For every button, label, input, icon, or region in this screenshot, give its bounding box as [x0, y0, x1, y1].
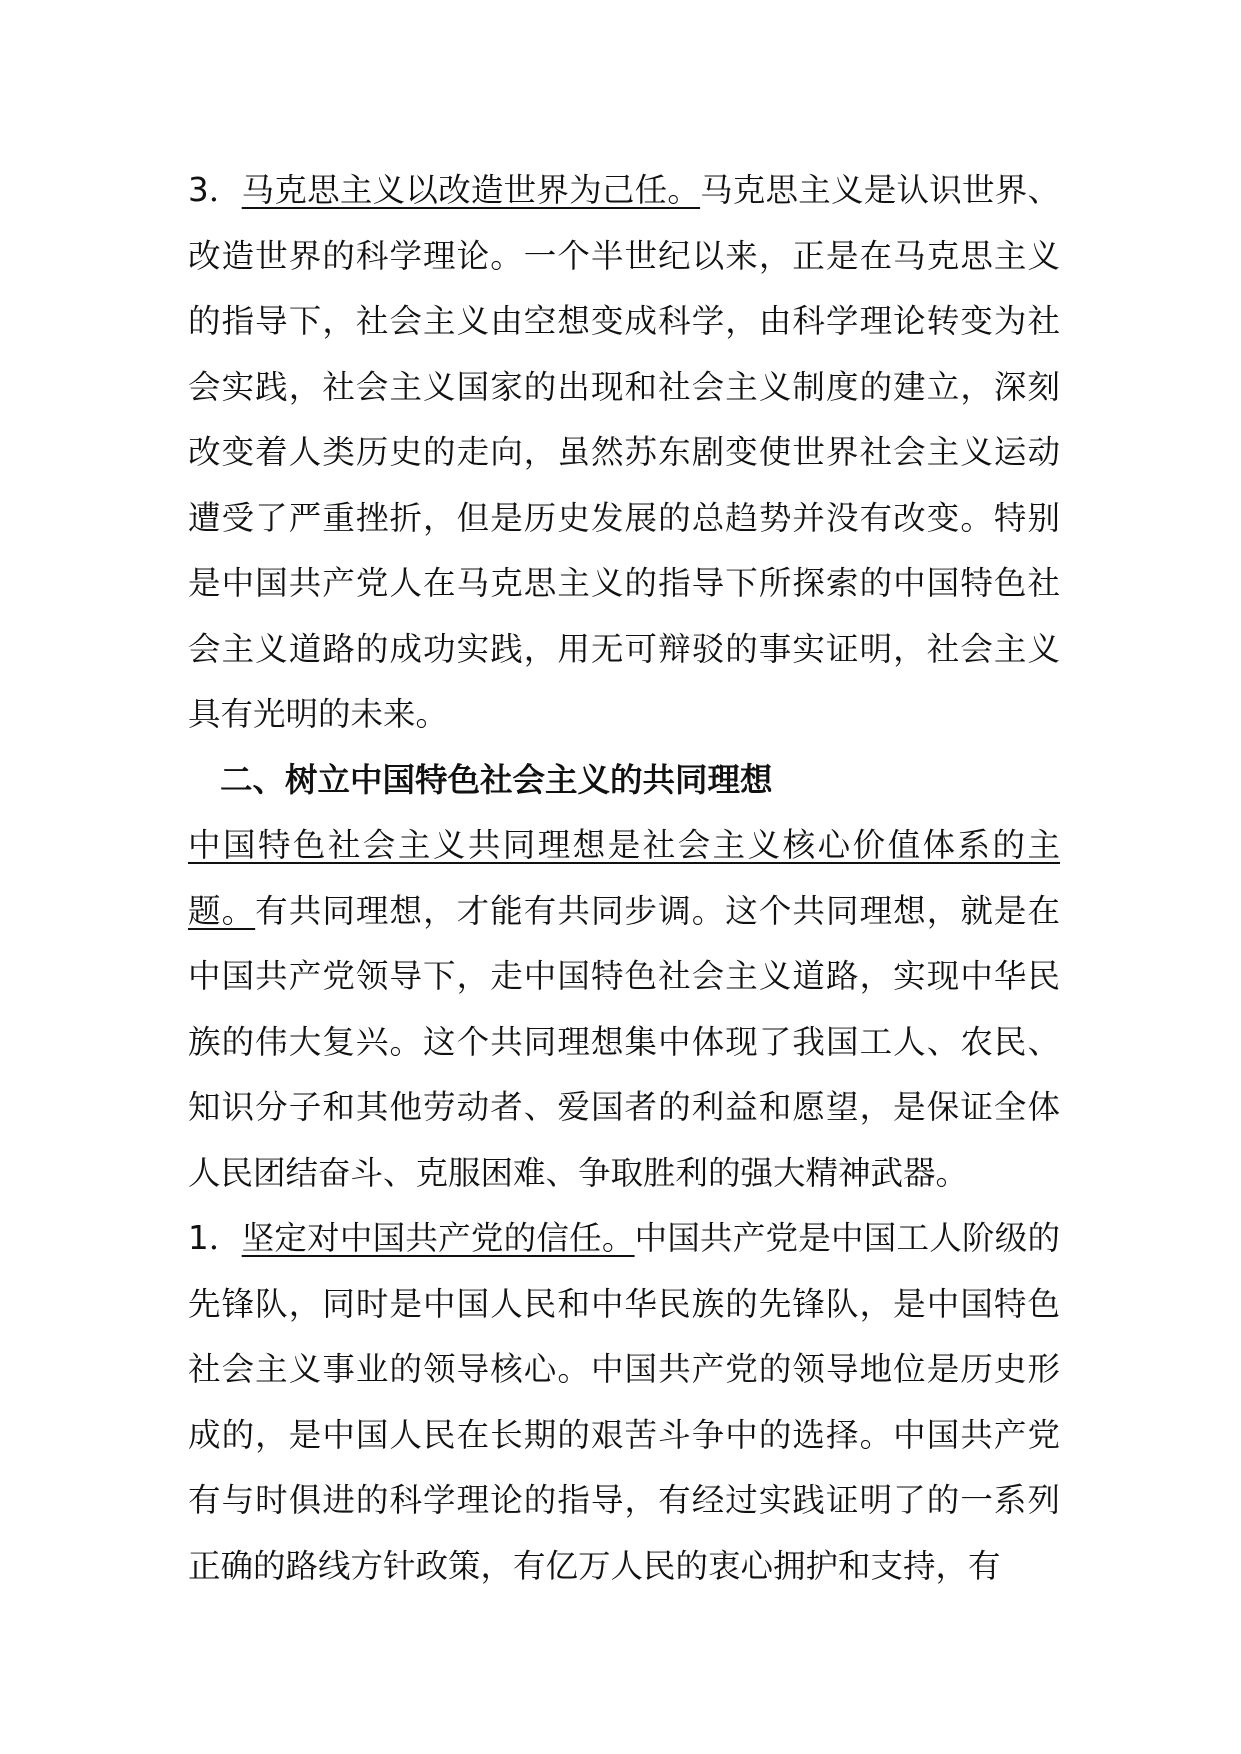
paragraph-body: 有共同理想，才能有共同步调。这个共同理想，就是在中国共产党领导下，走中国特色社会主义道路，实现中华民族的伟大复兴。这个共同理想集中体现了我国工人、农民、知识分子和其他劳动者、爱国者的利益和愿望，是保证全体人民团结奋斗、克服困难、争取胜利的强大精神武器。 [188, 891, 1060, 1192]
point-number: 1． [188, 1219, 242, 1257]
paragraph-point-1 [188, 1206, 1060, 1599]
paragraph-body: 马克思主义是认识世界、改造世界的科学理论。一个半世纪以来，正是在马克思主义的指导下，社会主义由空想变成科学，由科学理论转变为社会实践，社会主义国家的出现和社会主义制度的建立，深刻改变着人类历史的走向，虽然苏东剧变使世界社会主义运动遭受了严重挫折，但是历史发展的总趋势并没有改变。特别是中国共产党人在马克思主义的指导下所探索的中国特色社会主义道路的成功实践，用无可辩驳的事实证明，社会主义具有光明的未来。 [188, 171, 1060, 733]
paragraph-intro [188, 813, 1060, 1206]
section-heading: 二、树立中国特色社会主义的共同理想 [220, 760, 773, 799]
document-page [188, 158, 1060, 1599]
paragraph-point-3 [188, 158, 1060, 748]
underlined-key-sentence: 马克思主义以改造世界为己任。 [241, 171, 701, 209]
paragraph-body: 中国共产党是中国工人阶级的先锋队，同时是中国人民和中华民族的先锋队，是中国特色社会主义事业的领导核心。中国共产党的领导地位是历史形成的，是中国人民在长期的艰苦斗争中的选择。中国共产党有与时俱进的科学理论的指导，有经过实践证明了的一系列正确的路线方针政策，有亿万人民的衷心拥护和支持，有 [188, 1219, 1060, 1585]
point-number: 3． [188, 171, 242, 209]
underlined-key-sentence: 坚定对中国共产党的信任。 [241, 1219, 635, 1257]
underlined-key-sentence: 中国特色社会主义共同理想是社会主义核心价值体系的主题。 [188, 826, 1060, 930]
